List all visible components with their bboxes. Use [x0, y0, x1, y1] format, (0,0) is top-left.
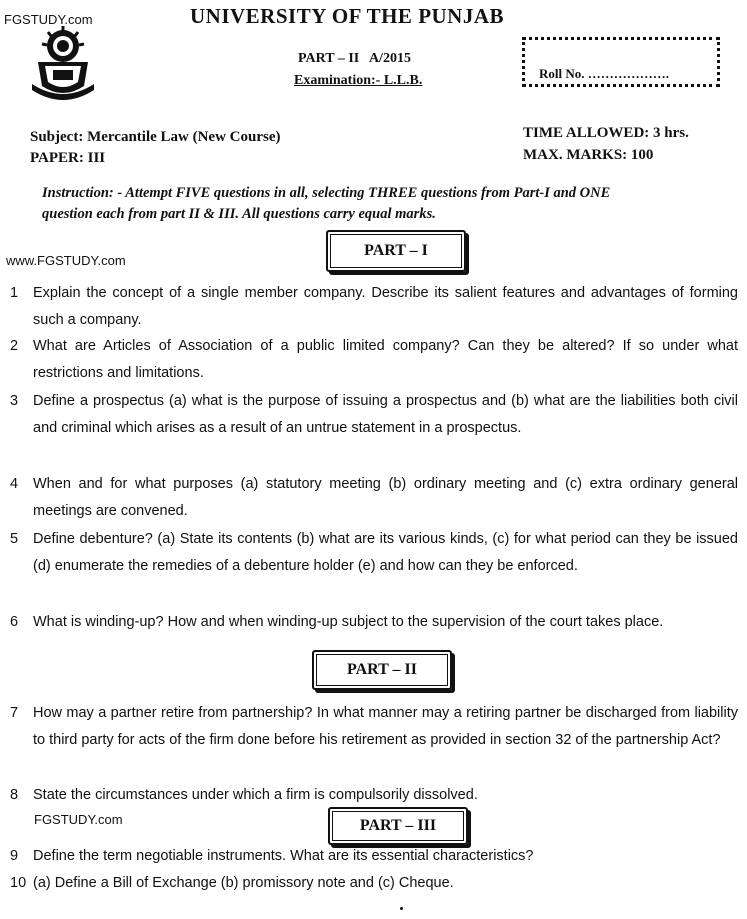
part-1-heading: PART – I [326, 230, 466, 272]
roll-number-label: Roll No. ………………. [539, 66, 669, 81]
question-text: Define debenture? (a) State its contents (b) what are its various kinds, (c) for what period can they be issued (d) enumerate the remedies of a debenture holder (e) and how can they be enforced. [33, 531, 738, 574]
question-text: How may a partner retire from partnership? In what manner may a retiring partner be discharged from liability to third party for acts of the firm done before his retirement as provided in section 32 of the partnership Act? [33, 705, 738, 748]
question-text: State the circumstances under which a firm is compulsorily dissolved. [33, 787, 478, 803]
watermark-mid: www.FGSTUDY.com [6, 253, 126, 268]
part-3-heading: PART – III [328, 807, 468, 845]
question-text: Define a prospectus (a) what is the purpose of issuing a prospectus and (b) what are the liabilities both civil and criminal which arises as a result of an untrue statement in a prospectus. [33, 393, 738, 436]
question-9 [10, 843, 738, 870]
question-8 [10, 782, 738, 809]
exam-part-year: PART – II A/2015 [298, 51, 411, 66]
question-number: 4 [10, 476, 19, 492]
question-10 [10, 870, 738, 897]
question-5 [10, 526, 738, 580]
question-number: 8 [10, 787, 19, 803]
question-text: Explain the concept of a single member company. Describe its salient features and advantages of forming such a company. [33, 285, 738, 328]
university-title: UNIVERSITY OF THE PUNJAB [190, 4, 505, 28]
question-number: 7 [10, 705, 19, 721]
university-logo-icon [28, 24, 98, 100]
question-number: 3 [10, 393, 19, 409]
question-text: When and for what purposes (a) statutory meeting (b) ordinary meeting and (c) extra ordinary general meetings are convened. [33, 476, 738, 519]
question-text: What are Articles of Association of a public limited company? Can they be altered? If so under what restrictions and limitations. [33, 338, 738, 381]
question-3 [10, 388, 738, 442]
question-text: (a) Define a Bill of Exchange (b) promissory note and (c) Cheque. [33, 875, 454, 891]
question-number: 2 [10, 338, 19, 354]
paper-label: PAPER: III [30, 150, 106, 166]
watermark-top: FGSTUDY.com [4, 12, 93, 27]
question-number: 10 [10, 875, 27, 891]
watermark-bottom: FGSTUDY.com [34, 812, 123, 827]
question-number: 6 [10, 614, 19, 630]
roll-number-box [522, 37, 720, 87]
question-text: Define the term negotiable instruments. What are its essential characteristics? [33, 848, 534, 864]
instruction-text: Instruction: - Attempt FIVE questions in all, selecting THREE questions from Part-I and ONE question each from part II & III. All questions carry equal marks. [42, 185, 611, 222]
max-marks: MAX. MARKS: 100 [523, 147, 654, 163]
question-6 [10, 609, 738, 636]
examination-name: Examination:- L.L.B. [294, 73, 423, 88]
question-4 [10, 471, 738, 525]
subject-label: Subject: Mercantile Law (New Course) [30, 129, 281, 145]
question-number: 5 [10, 531, 19, 547]
question-number: 1 [10, 285, 19, 301]
part-2-heading: PART – II [312, 650, 452, 690]
time-allowed: TIME ALLOWED: 3 hrs. [523, 125, 689, 141]
scan-dot [400, 907, 403, 910]
question-number: 9 [10, 848, 19, 864]
question-1 [10, 280, 738, 334]
question-text: What is winding-up? How and when winding-up subject to the supervision of the court takes place. [33, 614, 664, 630]
question-7 [10, 700, 738, 754]
question-2 [10, 333, 738, 387]
